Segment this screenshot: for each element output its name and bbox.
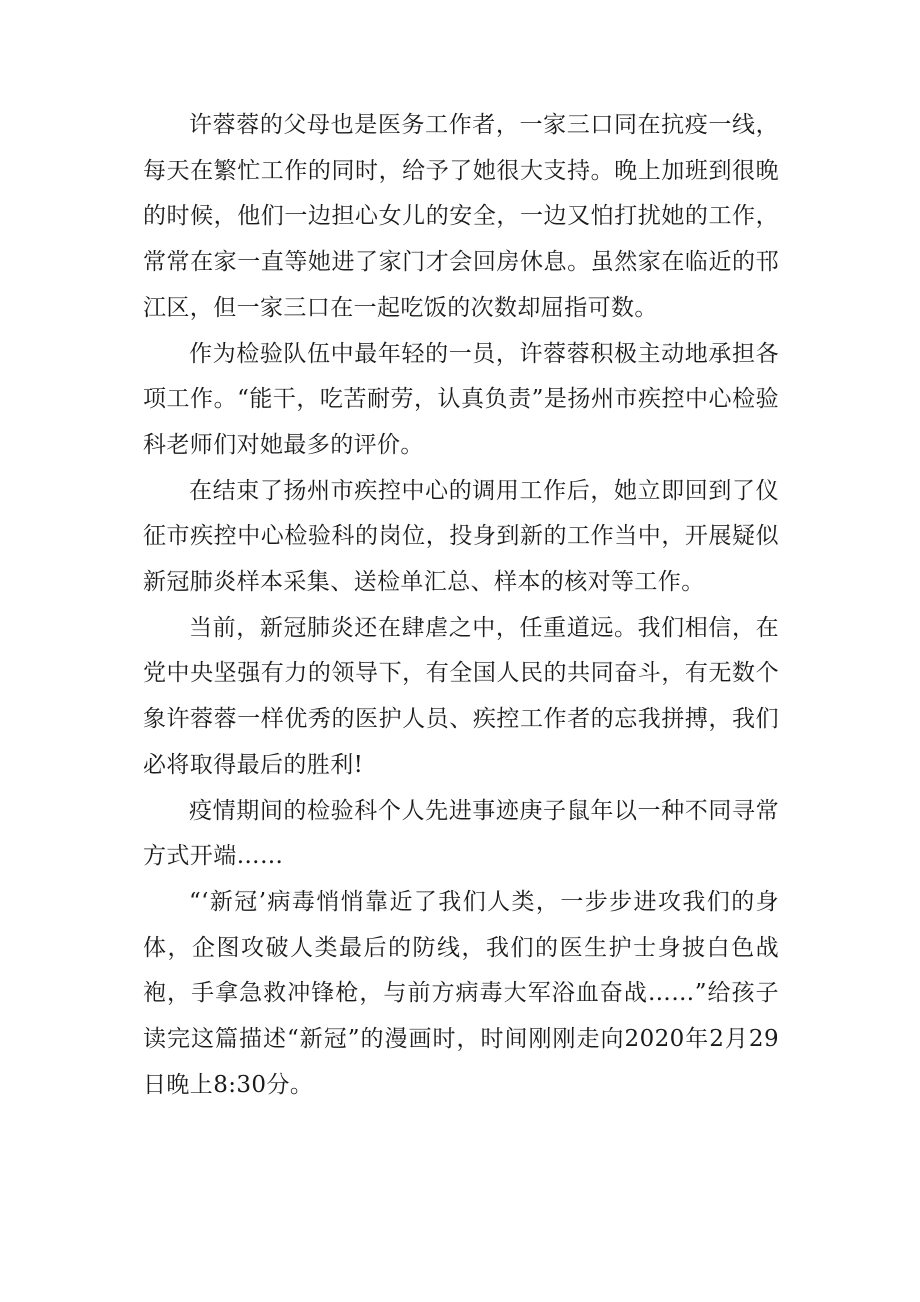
paragraph-comic-story: “‘新冠’病毒悄悄靠近了我们人类，一步步进攻我们的身体，企图攻破人类最后的防线，我们的医生护士身披白色战袍，手拿急救冲锋枪，与前方病毒大军浴血奋战……”给孩子读完这篇描述“新冠”的漫画时，时间刚刚走向2020年2月29日晚上8:30分。 xyxy=(143,888,779,1098)
document-body xyxy=(143,103,779,1108)
paragraph-youngest-member: 作为检验队伍中最年轻的一员，许蓉蓉积极主动地承担各项工作。“能干，吃苦耐劳，认真负责”是扬州市疾控中心检验科老师们对她最多的评价。 xyxy=(143,340,779,458)
paragraph-return-to-post: 在结束了扬州市疾控中心的调用工作后，她立即回到了仪征市疾控中心检验科的岗位，投身到新的工作当中，开展疑似新冠肺炎样本采集、送检单汇总、样本的核对等工作。 xyxy=(143,477,779,596)
paragraph-confidence: 当前，新冠肺炎还在肆虐之中，任重道远。我们相信，在党中央坚强有力的领导下，有全国人民的共同奋斗，有无数个象许蓉蓉一样优秀的医护人员、疾控工作者的忘我拼搏，我们必将取得最后的胜利! xyxy=(143,614,779,778)
paragraph-section-title: 疫情期间的检验科个人先进事迹庚子鼠年以一种不同寻常方式开端…… xyxy=(143,797,779,870)
paragraph-parents-support: 许蓉蓉的父母也是医务工作者，一家三口同在抗疫一线，每天在繁忙工作的同时，给予了她很大支持。晚上加班到很晚的时候，他们一边担心女儿的安全，一边又怕打扰她的工作，常常在家一直等她进了家门才会回房休息。虽然家在临近的邗江区，但一家三口在一起吃饭的次数却屈指可数。 xyxy=(143,112,779,321)
